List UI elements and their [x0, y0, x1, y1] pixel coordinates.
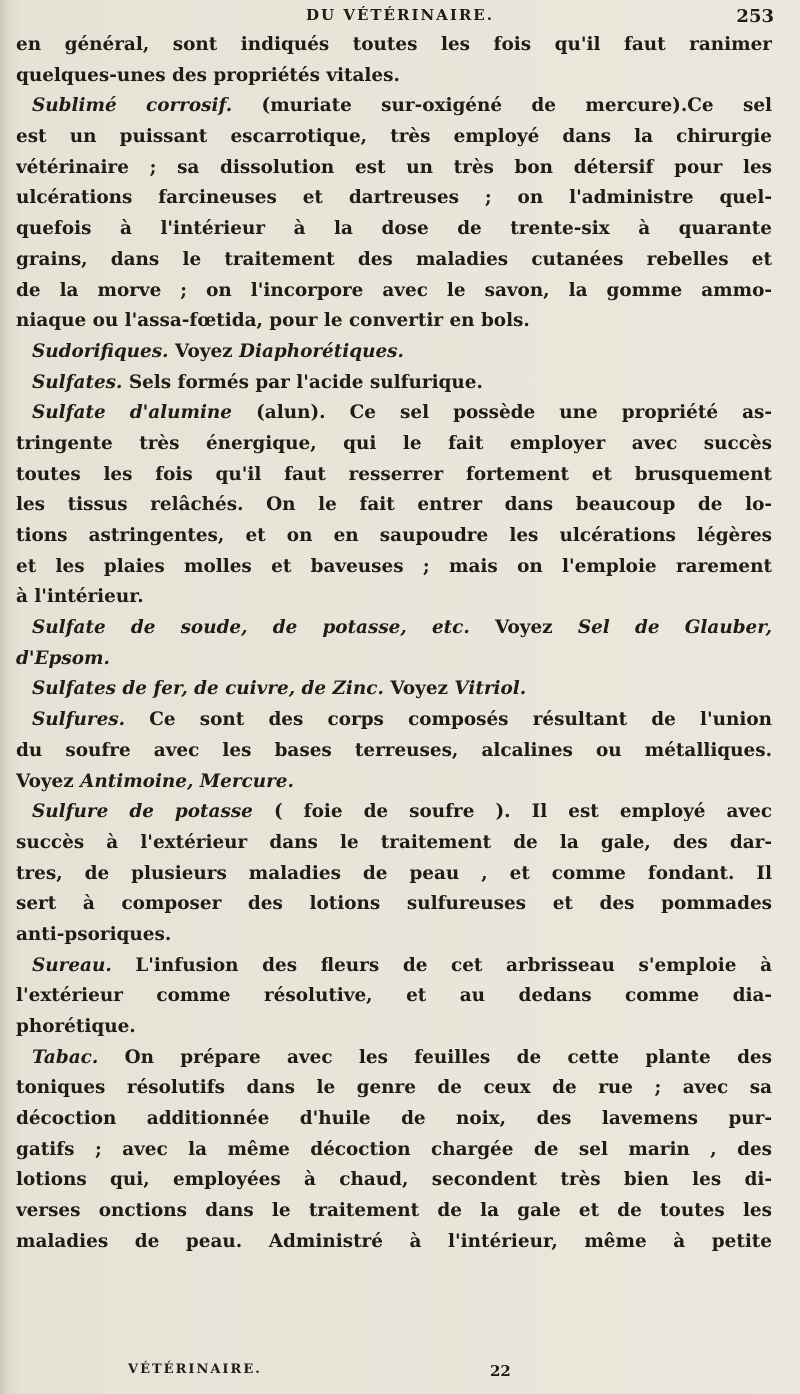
line-text: grains, dans le traitement des maladies cutanées rebelles et	[16, 248, 772, 270]
entry-term: Sulfate d'alumine	[32, 402, 233, 424]
text-line	[16, 183, 772, 214]
text-line	[16, 920, 772, 951]
text-line	[16, 30, 772, 61]
text-line	[16, 1196, 772, 1227]
text-line	[16, 1073, 772, 1104]
line-text: On prépare avec les feuilles de cette plante des	[124, 1046, 772, 1068]
line-text: ulcérations farcineuses et dartreuses ; on l'administre quel-	[16, 187, 772, 209]
line-text: (muriate sur-oxigéné de mercure).Ce sel	[261, 95, 772, 117]
page-number: 253	[736, 6, 774, 27]
line-text: sert à composer des lotions sulfureuses et des pommades	[16, 893, 772, 915]
text-line	[16, 705, 772, 736]
line-text: Voyez	[16, 770, 74, 792]
line-text: décoction additionnée d'huile de noix, des lavemens pur-	[16, 1108, 772, 1130]
line-text: anti-psoriques.	[16, 923, 172, 945]
text-line	[16, 1012, 772, 1043]
line-text: est un puissant escarrotique, très employé dans la chirurgie	[16, 126, 772, 148]
entry-term: Sulfure de potasse	[32, 801, 253, 823]
text-line	[16, 91, 772, 122]
page-header	[0, 6, 800, 30]
text-line	[16, 1135, 772, 1166]
line-text: de la morve ; on l'incorpore avec le savon, la gomme ammo-	[16, 279, 772, 301]
line-text: et les plaies molles et baveuses ; mais on l'emploie rarement	[16, 555, 772, 577]
body-text	[16, 30, 772, 1258]
line-text: (alun). Ce sel possède une propriété as-	[256, 402, 772, 424]
text-line	[16, 490, 772, 521]
text-line	[16, 674, 772, 705]
cross-reference: Sel de Glauber,	[577, 617, 772, 639]
cross-reference: Diaphorétiques.	[239, 340, 404, 362]
line-text: l'extérieur comme résolutive, et au dedans comme dia-	[16, 985, 772, 1007]
running-head: DU VÉTÉRINAIRE.	[306, 6, 494, 24]
text-line	[16, 368, 772, 399]
signature-mark: VÉTÉRINAIRE.	[128, 1362, 262, 1377]
text-line	[16, 981, 772, 1012]
text-line	[16, 1227, 772, 1258]
text-line	[16, 1165, 772, 1196]
text-line	[16, 767, 772, 798]
text-line	[16, 797, 772, 828]
signature-number: 22	[490, 1362, 511, 1380]
line-text: ( foie de soufre ). Il est employé avec	[273, 801, 772, 823]
text-line	[16, 306, 772, 337]
line-text: Sels formés par l'acide sulfurique.	[128, 371, 483, 393]
text-line	[16, 1104, 772, 1135]
text-line	[16, 214, 772, 245]
line-text: maladies de peau. Administré à l'intérieur, même à petite	[16, 1230, 772, 1252]
line-text: quefois à l'intérieur à la dose de trente-six à quarante	[16, 218, 772, 240]
text-line	[16, 429, 772, 460]
text-line	[16, 889, 772, 920]
line-text: Voyez	[390, 678, 448, 700]
line-text: vétérinaire ; sa dissolution est un très bon détersif pour les	[16, 156, 772, 178]
line-text: tringente très énergique, qui le fait employer avec succès	[16, 432, 772, 454]
text-line	[16, 521, 772, 552]
line-text: toniques résolutifs dans le genre de ceux de rue ; avec sa	[16, 1077, 772, 1099]
entry-term: Sulfate de soude, de potasse, etc.	[32, 617, 470, 639]
line-text: tres, de plusieurs maladies de peau , et comme fondant. Il	[16, 862, 772, 884]
text-line	[16, 245, 772, 276]
line-text: en général, sont indiqués toutes les fois qu'il faut ranimer	[16, 34, 772, 55]
line-text: Ce sont des corps composés résultant de l'union	[149, 709, 772, 731]
text-line	[16, 398, 772, 429]
line-text: L'infusion des fleurs de cet arbrisseau s'emploie à	[135, 954, 772, 976]
entry-term: Sublimé corrosif.	[32, 95, 233, 117]
entry-term: Sulfates.	[32, 371, 123, 393]
line-text: gatifs ; avec la même décoction chargée de sel marin , des	[16, 1138, 772, 1160]
entry-term: Tabac.	[32, 1046, 99, 1068]
line-text: verses onctions dans le traitement de la gale et de toutes les	[16, 1200, 772, 1222]
text-line	[16, 644, 772, 675]
text-line	[16, 859, 772, 890]
line-text: du soufre avec les bases terreuses, alcalines ou métalliques.	[16, 739, 772, 761]
text-line	[16, 613, 772, 644]
line-text: lotions qui, employées à chaud, secondent très bien les di-	[16, 1169, 772, 1191]
text-line	[16, 582, 772, 613]
text-line	[16, 122, 772, 153]
entry-term: Sulfates de fer, de cuivre, de Zinc.	[32, 678, 384, 700]
line-text: Voyez	[494, 617, 553, 639]
text-line	[16, 736, 772, 767]
cross-reference: Vitriol.	[454, 678, 527, 700]
cross-reference: Antimoine, Mercure.	[80, 770, 294, 792]
entry-term: Sulfures.	[32, 709, 126, 731]
text-line	[16, 153, 772, 184]
line-text: toutes les fois qu'il faut resserrer fortement et brusquement	[16, 463, 772, 485]
text-line	[16, 552, 772, 583]
text-line	[16, 951, 772, 982]
text-line	[16, 337, 772, 368]
text-line	[16, 828, 772, 859]
text-line	[16, 1043, 772, 1074]
entry-term: Sureau.	[32, 954, 112, 976]
text-line	[16, 276, 772, 307]
text-line	[16, 460, 772, 491]
line-text: Voyez	[174, 340, 233, 362]
line-text: les tissus relâchés. On le fait entrer dans beaucoup de lo-	[16, 494, 772, 516]
text-line	[16, 61, 772, 92]
line-text: phorétique.	[16, 1016, 136, 1037]
line-text: tions astringentes, et on en saupoudre les ulcérations légères	[16, 525, 772, 546]
page-footer	[0, 1362, 800, 1386]
line-text: succès à l'extérieur dans le traitement de la gale, des dar-	[16, 831, 772, 853]
entry-term: Sudorifiques.	[32, 340, 169, 362]
entry-term: d'Epsom.	[16, 647, 110, 669]
line-text: quelques-unes des propriétés vitales.	[16, 64, 400, 86]
line-text: à l'intérieur.	[16, 586, 144, 608]
line-text: niaque ou l'assa-fœtida, pour le convertir en bols.	[16, 310, 530, 332]
